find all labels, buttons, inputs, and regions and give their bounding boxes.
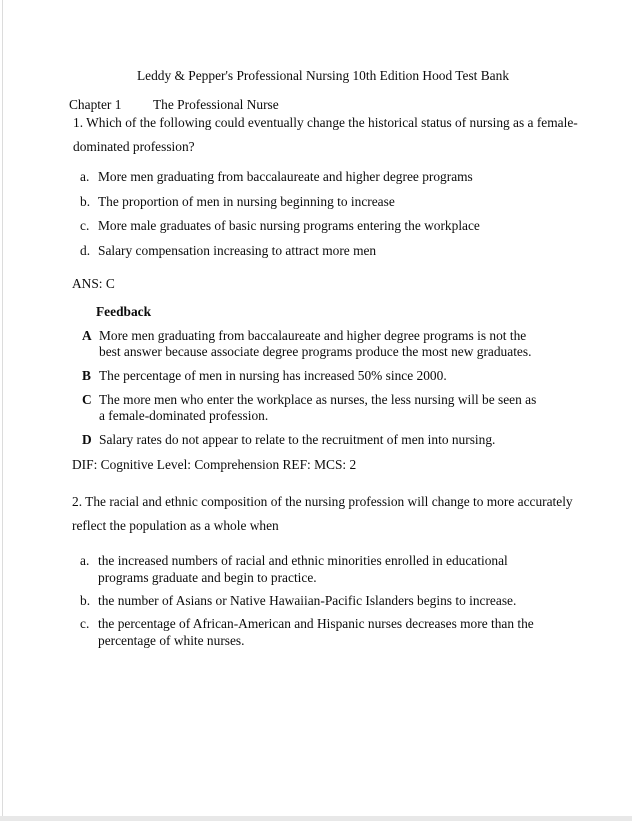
feedback-letter: A [82,328,92,343]
option-letter: d. [80,242,91,258]
feedback-item-b [82,368,536,384]
option-text [98,615,534,649]
option-letter: c. [80,616,90,631]
question-1-text [73,111,578,158]
question-1-options [80,169,480,267]
option-letter: b. [80,593,91,608]
question-2-option-c [80,615,534,649]
feedback-letter: B [82,368,91,383]
option-text-line: programs graduate and begin to practice. [98,570,317,585]
feedback-letter: D [82,432,92,447]
feedback-text: The percentage of men in nursing has increased 50% since 2000. [99,368,447,383]
page-bottom-edge [0,816,632,821]
question-1-text-line: dominated profession? [73,138,195,154]
feedback-text [99,328,531,360]
question-1-text-line: 1. Which of the following could eventually change the historical status of nursing as a female- [73,115,578,130]
question-2-text-line: 2. The racial and ethnic composition of the nursing profession will change to more accurately [72,494,573,509]
question-1-option-b [80,194,480,211]
option-text [98,552,508,586]
question-2-text [72,490,573,537]
feedback-text-line: The more men who enter the workplace as nurses, the less nursing will be seen as [99,392,537,407]
option-letter: a. [80,553,90,568]
feedback-list [82,328,536,456]
dif-ref-line: DIF: Cognitive Level: Comprehension REF: MCS: 2 [72,457,357,472]
option-text: Salary compensation increasing to attract more men [98,242,377,258]
chapter-label: Chapter 1 [69,97,122,112]
question-1-option-a [80,169,480,186]
feedback-text-line: More men graduating from baccalaureate and higher degree programs is not the [99,328,527,343]
feedback-text: Salary rates do not appear to relate to the recruitment of men into nursing. [99,432,496,447]
feedback-text-line: best answer because associate degree programs produce the most new graduates. [99,344,532,359]
feedback-item-d [82,432,536,448]
option-text-line: percentage of white nurses. [98,633,245,648]
answer-line: ANS: C [72,276,115,291]
feedback-letter: C [82,392,92,407]
question-1-option-d [80,243,480,260]
option-text-line: the percentage of African-American and Hispanic nurses decreases more than the [98,616,534,631]
question-2-text-line: reflect the population as a whole when [72,517,279,533]
page-left-edge [2,0,3,816]
option-text: The proportion of men in nursing beginning to increase [98,193,395,209]
feedback-item-a [82,328,536,360]
option-letter: a. [80,169,90,184]
question-2-options [80,552,534,655]
option-letter: b. [80,193,91,209]
option-text: More men graduating from baccalaureate and higher degree programs [98,169,473,184]
question-2-option-b [80,592,534,609]
feedback-heading: Feedback [96,304,152,319]
option-text: More male graduates of basic nursing programs entering the workplace [98,218,480,233]
option-letter: c. [80,218,90,233]
question-2-option-a [80,552,534,586]
option-text: the number of Asians or Native Hawaiian-Pacific Islanders begins to increase. [98,593,517,608]
question-1-option-c [80,218,480,235]
option-text-line: the increased numbers of racial and ethnic minorities enrolled in educational [98,553,508,568]
feedback-text [99,392,536,424]
chapter-title: The Professional Nurse [153,97,279,112]
feedback-text-line: a female-dominated profession. [99,408,269,423]
document-title: Leddy & Pepper's Professional Nursing 10th Edition Hood Test Bank [136,68,510,83]
feedback-item-c [82,392,536,424]
